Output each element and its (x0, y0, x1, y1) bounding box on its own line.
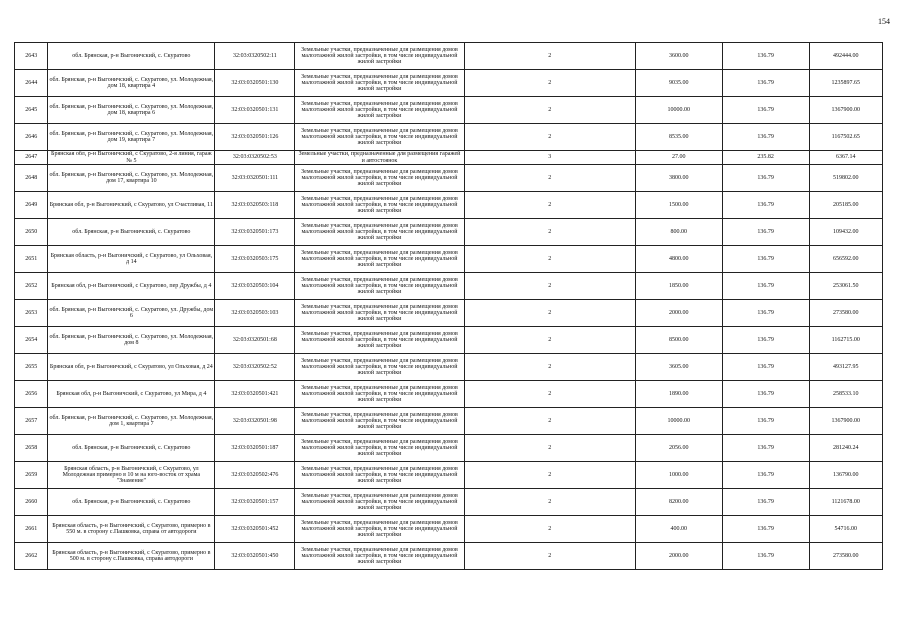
category-cell: 2 (464, 165, 635, 192)
address-cell: обл. Брянская, р-н Выгоничский, с. Скуратово (48, 219, 215, 246)
specific-value-cell: 136.79 (722, 327, 809, 354)
specific-value-cell: 136.79 (722, 70, 809, 97)
cadastral-value-cell: 54716.00 (809, 516, 883, 543)
category-cell: 2 (464, 43, 635, 70)
registry-body (15, 43, 883, 570)
table-row (15, 165, 883, 192)
permitted-use-cell: Земельные участки, предназначенные для размещения домов малоэтажной жилой застройки, в том числе индивидуальной жилой застройки (295, 381, 464, 408)
address-cell: Брянская область, р-н Выгоничский, с Скуратово, примерно в 550 м. в сторону с.Пашковка, справа от автодороги (48, 516, 215, 543)
category-cell: 2 (464, 543, 635, 570)
area-cell: 3800.00 (635, 165, 722, 192)
category-cell: 2 (464, 381, 635, 408)
specific-value-cell: 136.79 (722, 219, 809, 246)
address-cell: Брянская область, р-н Выгоничский, с Скуратово, ул Ольховая, д 14 (48, 246, 215, 273)
row-number-cell: 2661 (15, 516, 48, 543)
cadastral-number-cell: 32:03:0320501:157 (215, 489, 295, 516)
permitted-use-cell: Земельные участки, предназначенные для размещения гаражей и автостоянок (295, 151, 464, 165)
address-cell: Брянская область, р-н Выгоничский, с Скуратово, ул Молодежная примерно в 10 м на юго-восток от храма "Знамение" (48, 462, 215, 489)
specific-value-cell: 136.79 (722, 124, 809, 151)
address-cell: Брянская обл, р-н Выгоничский, с Скуратово, 2-я линия, гараж № 5 (48, 151, 215, 165)
specific-value-cell: 136.79 (722, 273, 809, 300)
row-number-cell: 2656 (15, 381, 48, 408)
table-row (15, 43, 883, 70)
permitted-use-cell: Земельные участки, предназначенные для размещения домов малоэтажной жилой застройки, в том числе индивидуальной жилой застройки (295, 43, 464, 70)
row-number-cell: 2646 (15, 124, 48, 151)
permitted-use-cell: Земельные участки, предназначенные для размещения домов малоэтажной жилой застройки, в том числе индивидуальной жилой застройки (295, 516, 464, 543)
address-cell: обл. Брянская, р-н Выгоничский, с. Скуратово, ул. Молодежная, дом 18, квартира 6 (48, 97, 215, 124)
permitted-use-cell: Земельные участки, предназначенные для размещения домов малоэтажной жилой застройки, в том числе индивидуальной жилой застройки (295, 192, 464, 219)
specific-value-cell: 136.79 (722, 489, 809, 516)
cadastral-value-cell: 281240.24 (809, 435, 883, 462)
row-number-cell: 2645 (15, 97, 48, 124)
specific-value-cell: 136.79 (722, 354, 809, 381)
cadastral-value-cell: 1367900.00 (809, 408, 883, 435)
cadastral-number-cell: 32:03:0320501:68 (215, 327, 295, 354)
area-cell: 2000.00 (635, 300, 722, 327)
category-cell: 2 (464, 300, 635, 327)
row-number-cell: 2652 (15, 273, 48, 300)
area-cell: 10000.00 (635, 97, 722, 124)
cadastral-value-cell: 205185.00 (809, 192, 883, 219)
category-cell: 2 (464, 327, 635, 354)
table-row (15, 408, 883, 435)
row-number-cell: 2655 (15, 354, 48, 381)
area-cell: 400.00 (635, 516, 722, 543)
specific-value-cell: 136.79 (722, 543, 809, 570)
permitted-use-cell: Земельные участки, предназначенные для размещения домов малоэтажной жилой застройки, в том числе индивидуальной жилой застройки (295, 246, 464, 273)
category-cell: 2 (464, 489, 635, 516)
cadastral-number-cell: 32:03:0320501:111 (215, 165, 295, 192)
row-number-cell: 2653 (15, 300, 48, 327)
category-cell: 2 (464, 516, 635, 543)
cadastral-number-cell: 32:03:0320501:98 (215, 408, 295, 435)
address-cell: Брянская обл, р-н Выгоничский, с Скуратово, ул Мира, д 4 (48, 381, 215, 408)
area-cell: 10000.00 (635, 408, 722, 435)
table-row (15, 543, 883, 570)
area-cell: 9035.00 (635, 70, 722, 97)
table-row (15, 97, 883, 124)
row-number-cell: 2659 (15, 462, 48, 489)
specific-value-cell: 136.79 (722, 97, 809, 124)
cadastral-value-cell: 492444.00 (809, 43, 883, 70)
cadastral-value-cell: 656592.00 (809, 246, 883, 273)
permitted-use-cell: Земельные участки, предназначенные для размещения домов малоэтажной жилой застройки, в том числе индивидуальной жилой застройки (295, 354, 464, 381)
land-registry-table (14, 42, 883, 570)
specific-value-cell: 136.79 (722, 408, 809, 435)
area-cell: 8200.00 (635, 489, 722, 516)
permitted-use-cell: Земельные участки, предназначенные для размещения домов малоэтажной жилой застройки, в том числе индивидуальной жилой застройки (295, 300, 464, 327)
address-cell: обл. Брянская, р-н Выгоничский, с. Скуратово, ул. Молодежная, дом 8 (48, 327, 215, 354)
area-cell: 2056.00 (635, 435, 722, 462)
permitted-use-cell: Земельные участки, предназначенные для размещения домов малоэтажной жилой застройки, в том числе индивидуальной жилой застройки (295, 327, 464, 354)
area-cell: 1850.00 (635, 273, 722, 300)
specific-value-cell: 136.79 (722, 43, 809, 70)
address-cell: Брянская область, р-н Выгоничский, с Скуратово, примерно в 500 м. в сторону с.Пашковка, справа автодороги (48, 543, 215, 570)
category-cell: 2 (464, 246, 635, 273)
cadastral-number-cell: 32:03:0320503:118 (215, 192, 295, 219)
table-row (15, 273, 883, 300)
category-cell: 2 (464, 435, 635, 462)
table-row (15, 489, 883, 516)
cadastral-number-cell: 32:03:0320501:131 (215, 97, 295, 124)
table-row (15, 462, 883, 489)
cadastral-value-cell: 493127.95 (809, 354, 883, 381)
area-cell: 27.00 (635, 151, 722, 165)
cadastral-number-cell: 32:03:0320503:175 (215, 246, 295, 273)
cadastral-number-cell: 32:03:0320503:104 (215, 273, 295, 300)
address-cell: обл. Брянская, р-н Выгоничский, с. Скуратово, ул. Молодежная, дом 1, квартира 7 (48, 408, 215, 435)
table-row (15, 70, 883, 97)
row-number-cell: 2647 (15, 151, 48, 165)
table-row (15, 435, 883, 462)
cadastral-value-cell: 273580.00 (809, 543, 883, 570)
area-cell: 1890.00 (635, 381, 722, 408)
specific-value-cell: 136.79 (722, 381, 809, 408)
cadastral-value-cell: 1367900.00 (809, 97, 883, 124)
cadastral-number-cell: 32:03:0320501:130 (215, 70, 295, 97)
area-cell: 3600.00 (635, 43, 722, 70)
address-cell: обл. Брянская, р-н Выгоничский, с. Скуратово (48, 489, 215, 516)
area-cell: 8535.00 (635, 124, 722, 151)
row-number-cell: 2657 (15, 408, 48, 435)
row-number-cell: 2662 (15, 543, 48, 570)
category-cell: 2 (464, 124, 635, 151)
cadastral-value-cell: 1235897.65 (809, 70, 883, 97)
table-row (15, 327, 883, 354)
table-row (15, 124, 883, 151)
cadastral-number-cell: 32:03:0320501:187 (215, 435, 295, 462)
address-cell: обл. Брянская, р-н Выгоничский, с. Скуратово, ул. Молодежная, дом 18, квартира 4 (48, 70, 215, 97)
cadastral-value-cell: 6367.14 (809, 151, 883, 165)
address-cell: обл. Брянская, р-н Выгоничский, с. Скуратово, ул. Молодежная, дом 19, квартира 7 (48, 124, 215, 151)
category-cell: 3 (464, 151, 635, 165)
area-cell: 2000.00 (635, 543, 722, 570)
specific-value-cell: 136.79 (722, 435, 809, 462)
row-number-cell: 2651 (15, 246, 48, 273)
specific-value-cell: 136.79 (722, 246, 809, 273)
cadastral-value-cell: 519802.00 (809, 165, 883, 192)
table-row (15, 151, 883, 165)
cadastral-value-cell: 258533.10 (809, 381, 883, 408)
table-row (15, 192, 883, 219)
cadastral-value-cell: 253061.50 (809, 273, 883, 300)
specific-value-cell: 136.79 (722, 192, 809, 219)
specific-value-cell: 136.79 (722, 462, 809, 489)
cadastral-number-cell: 32:03:0320502:52 (215, 354, 295, 381)
area-cell: 4800.00 (635, 246, 722, 273)
area-cell: 800.00 (635, 219, 722, 246)
permitted-use-cell: Земельные участки, предназначенные для размещения домов малоэтажной жилой застройки, в том числе индивидуальной жилой застройки (295, 124, 464, 151)
area-cell: 8500.00 (635, 327, 722, 354)
category-cell: 2 (464, 219, 635, 246)
permitted-use-cell: Земельные участки, предназначенные для размещения домов малоэтажной жилой застройки, в том числе индивидуальной жилой застройки (295, 462, 464, 489)
row-number-cell: 2649 (15, 192, 48, 219)
cadastral-number-cell: 32:03:0320501:126 (215, 124, 295, 151)
category-cell: 2 (464, 462, 635, 489)
address-cell: Брянская обл, р-н Выгоничский, с Скуратово, пер Дружбы, д 4 (48, 273, 215, 300)
specific-value-cell: 136.79 (722, 516, 809, 543)
permitted-use-cell: Земельные участки, предназначенные для размещения домов малоэтажной жилой застройки, в том числе индивидуальной жилой застройки (295, 435, 464, 462)
address-cell: обл. Брянская, р-н Выгоничский, с. Скуратово (48, 43, 215, 70)
category-cell: 2 (464, 354, 635, 381)
category-cell: 2 (464, 70, 635, 97)
cadastral-number-cell: 32:03:0320501:450 (215, 543, 295, 570)
category-cell: 2 (464, 408, 635, 435)
row-number-cell: 2643 (15, 43, 48, 70)
cadastral-value-cell: 1162715.00 (809, 327, 883, 354)
table-row (15, 219, 883, 246)
cadastral-value-cell: 273580.00 (809, 300, 883, 327)
table-row (15, 300, 883, 327)
table-row (15, 516, 883, 543)
permitted-use-cell: Земельные участки, предназначенные для размещения домов малоэтажной жилой застройки, в том числе индивидуальной жилой застройки (295, 70, 464, 97)
row-number-cell: 2658 (15, 435, 48, 462)
permitted-use-cell: Земельные участки, предназначенные для размещения домов малоэтажной жилой застройки, в том числе индивидуальной жилой застройки (295, 273, 464, 300)
cadastral-value-cell: 136790.00 (809, 462, 883, 489)
category-cell: 2 (464, 273, 635, 300)
area-cell: 1000.00 (635, 462, 722, 489)
row-number-cell: 2650 (15, 219, 48, 246)
address-cell: обл. Брянская, р-н Выгоничский, с. Скуратово (48, 435, 215, 462)
area-cell: 1500.00 (635, 192, 722, 219)
page-number: 154 (878, 17, 890, 26)
address-cell: обл. Брянская, р-н Выгоничский, с. Скуратово, ул. Молодежная, дом 17, квартира 10 (48, 165, 215, 192)
cadastral-number-cell: 32:03:0320503:103 (215, 300, 295, 327)
permitted-use-cell: Земельные участки, предназначенные для размещения домов малоэтажной жилой застройки, в том числе индивидуальной жилой застройки (295, 543, 464, 570)
category-cell: 2 (464, 97, 635, 124)
permitted-use-cell: Земельные участки, предназначенные для размещения домов малоэтажной жилой застройки, в том числе индивидуальной жилой застройки (295, 97, 464, 124)
cadastral-number-cell: 32:03:0320502:476 (215, 462, 295, 489)
cadastral-value-cell: 109432.00 (809, 219, 883, 246)
address-cell: Брянская обл, р-н Выгоничский, с Скуратово, ул Счастливая, 11 (48, 192, 215, 219)
permitted-use-cell: Земельные участки, предназначенные для размещения домов малоэтажной жилой застройки, в том числе индивидуальной жилой застройки (295, 219, 464, 246)
row-number-cell: 2648 (15, 165, 48, 192)
cadastral-number-cell: 32:03:0320501:421 (215, 381, 295, 408)
permitted-use-cell: Земельные участки, предназначенные для размещения домов малоэтажной жилой застройки, в том числе индивидуальной жилой застройки (295, 489, 464, 516)
permitted-use-cell: Земельные участки, предназначенные для размещения домов малоэтажной жилой застройки, в том числе индивидуальной жилой застройки (295, 165, 464, 192)
address-cell: обл. Брянская, р-н Выгоничский, с. Скуратово, ул. Дружбы, дом 6 (48, 300, 215, 327)
cadastral-value-cell: 1121678.00 (809, 489, 883, 516)
specific-value-cell: 136.79 (722, 300, 809, 327)
table-row (15, 354, 883, 381)
table-row (15, 381, 883, 408)
specific-value-cell: 136.79 (722, 165, 809, 192)
row-number-cell: 2660 (15, 489, 48, 516)
address-cell: Брянская обл, р-н Выгоничский, с Скуратово, ул Ольховая, д 24 (48, 354, 215, 381)
specific-value-cell: 235.82 (722, 151, 809, 165)
category-cell: 2 (464, 192, 635, 219)
row-number-cell: 2644 (15, 70, 48, 97)
table-row (15, 246, 883, 273)
cadastral-number-cell: 32:03:0320502:11 (215, 43, 295, 70)
area-cell: 3605.00 (635, 354, 722, 381)
permitted-use-cell: Земельные участки, предназначенные для размещения домов малоэтажной жилой застройки, в том числе индивидуальной жилой застройки (295, 408, 464, 435)
cadastral-number-cell: 32:03:0320501:173 (215, 219, 295, 246)
cadastral-number-cell: 32:03:0320502:53 (215, 151, 295, 165)
cadastral-value-cell: 1167502.65 (809, 124, 883, 151)
row-number-cell: 2654 (15, 327, 48, 354)
cadastral-number-cell: 32:03:0320501:452 (215, 516, 295, 543)
